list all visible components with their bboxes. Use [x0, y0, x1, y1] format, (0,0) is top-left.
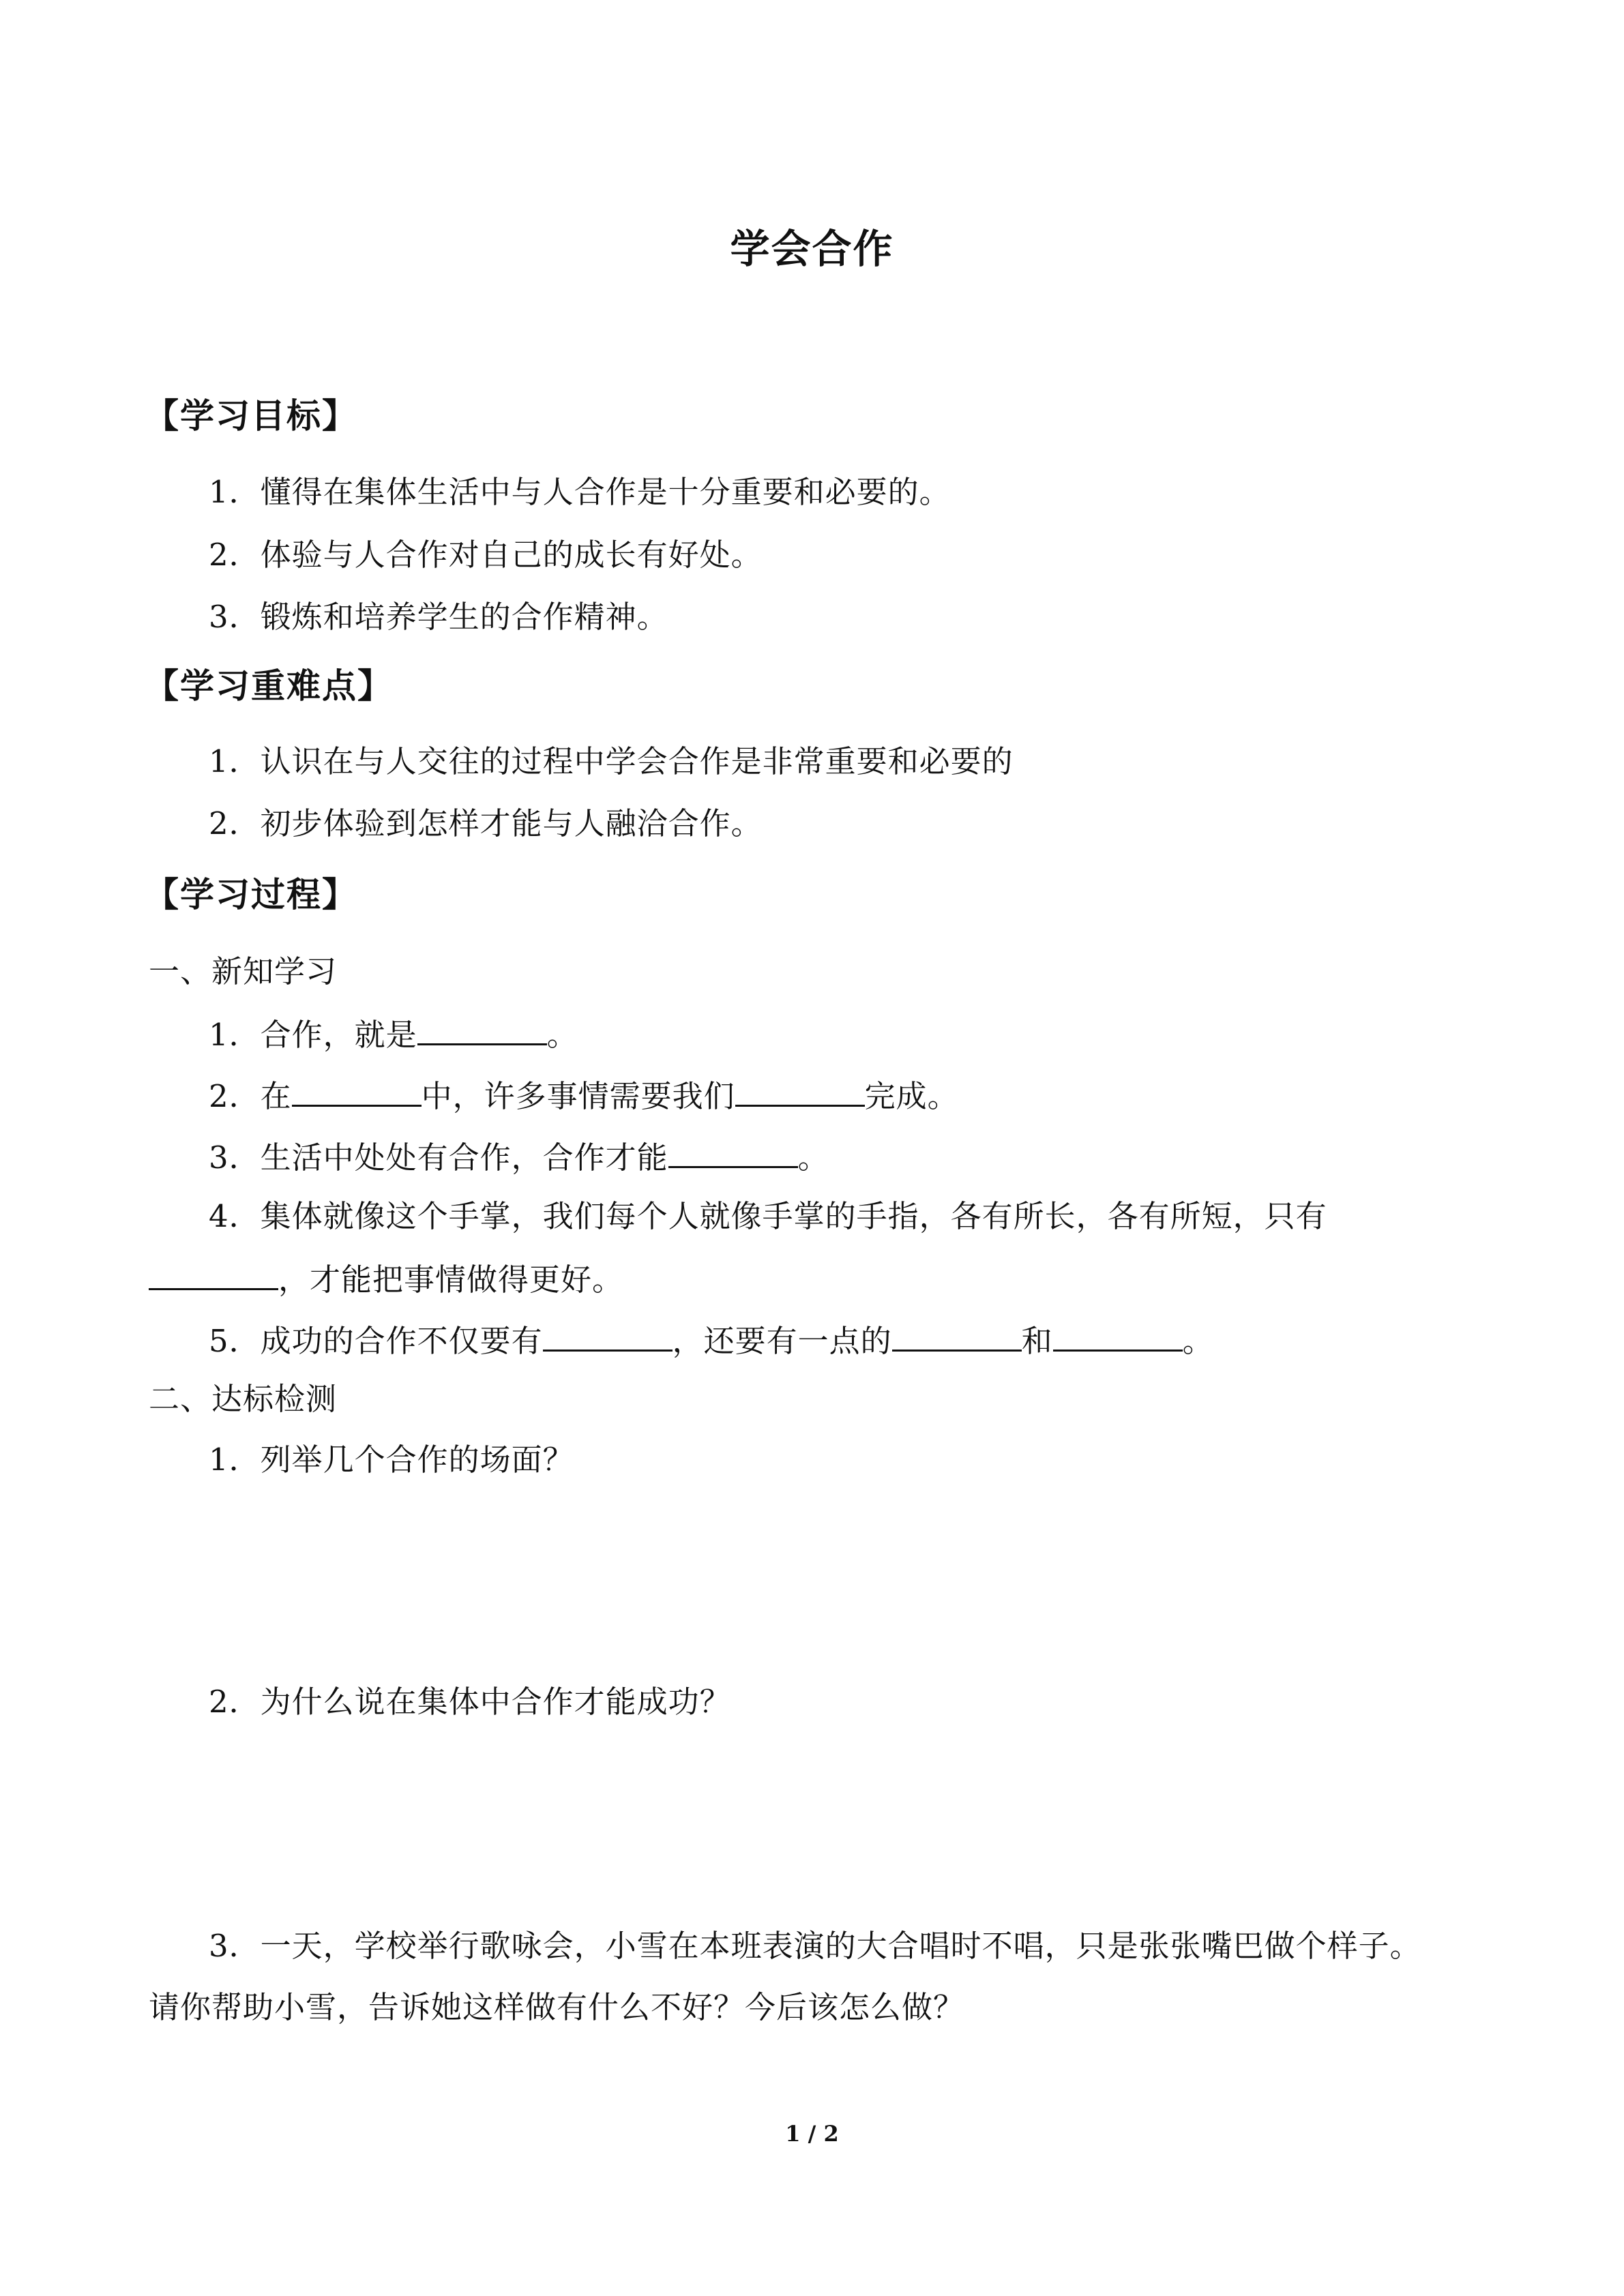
answer-blank[interactable]	[668, 1136, 798, 1168]
question-text: 3．生活中处处有合作，合作才能	[209, 1139, 668, 1176]
question-text: 2．在	[209, 1078, 292, 1114]
answer-blank[interactable]	[149, 1258, 278, 1290]
fill-question-3	[209, 1136, 829, 1177]
part2-title: 二、达标检测	[149, 1381, 338, 1417]
answer-blank[interactable]	[735, 1075, 865, 1107]
page-number: 1 / 2	[785, 2121, 839, 2147]
page-title: 学会合作	[730, 226, 894, 272]
check-question-2: 2．为什么说在集体中合作才能成功？	[209, 1684, 731, 1720]
fill-question-5	[209, 1320, 1214, 1360]
answer-blank[interactable]	[892, 1320, 1022, 1352]
question-text: 4．集体就像这个手掌，我们每个人就像手掌的手指，各有所长，各有所短，只有	[209, 1198, 1327, 1234]
fill-question-4-cont	[149, 1258, 623, 1299]
keypoint-item: 2．初步体验到怎样才能与人融洽合作。	[209, 805, 763, 841]
question-text: ，才能把事情做得更好。	[278, 1262, 624, 1298]
question-text: 1．合作，就是	[209, 1017, 417, 1053]
process-heading: 【学习过程】	[145, 874, 357, 914]
question-text: 完成。	[864, 1078, 959, 1114]
check-question-3: 3．一天，学校举行歌咏会，小雪在本班表演的大合唱时不唱，只是张张嘴巴做个样子。	[209, 1928, 1421, 1964]
fill-question-1	[209, 1013, 578, 1054]
part1-title: 一、新知学习	[149, 953, 338, 989]
question-text: 。	[1182, 1323, 1214, 1359]
objective-item: 2．体验与人合作对自己的成长有好处。	[209, 537, 763, 573]
answer-blank[interactable]	[1053, 1320, 1183, 1352]
check-question-1: 1．列举几个合作的场面？	[209, 1442, 574, 1478]
keypoint-item: 1．认识在与人交往的过程中学会合作是非常重要和必要的	[209, 743, 1014, 779]
answer-blank[interactable]	[292, 1075, 422, 1107]
question-text: 和	[1021, 1323, 1053, 1359]
check-question-3-cont: 请你帮助小雪，告诉她这样做有什么不好？今后该怎么做？	[149, 1989, 965, 2025]
question-text: 中，许多事情需要我们	[421, 1078, 735, 1114]
keypoints-heading: 【学习重难点】	[145, 666, 393, 706]
fill-question-4	[209, 1197, 1327, 1236]
objectives-heading: 【学习目标】	[145, 396, 357, 436]
answer-blank[interactable]	[417, 1013, 547, 1045]
question-text: ，还要有一点的	[672, 1323, 892, 1359]
objective-item: 3．锻炼和培养学生的合作精神。	[209, 599, 668, 635]
question-text: 。	[546, 1017, 578, 1053]
question-text: 。	[797, 1139, 829, 1176]
answer-blank[interactable]	[543, 1320, 673, 1352]
objective-item: 1．懂得在集体生活中与人合作是十分重要和必要的。	[209, 474, 951, 510]
question-text: 5．成功的合作不仅要有	[209, 1323, 543, 1359]
fill-question-2	[209, 1075, 959, 1116]
